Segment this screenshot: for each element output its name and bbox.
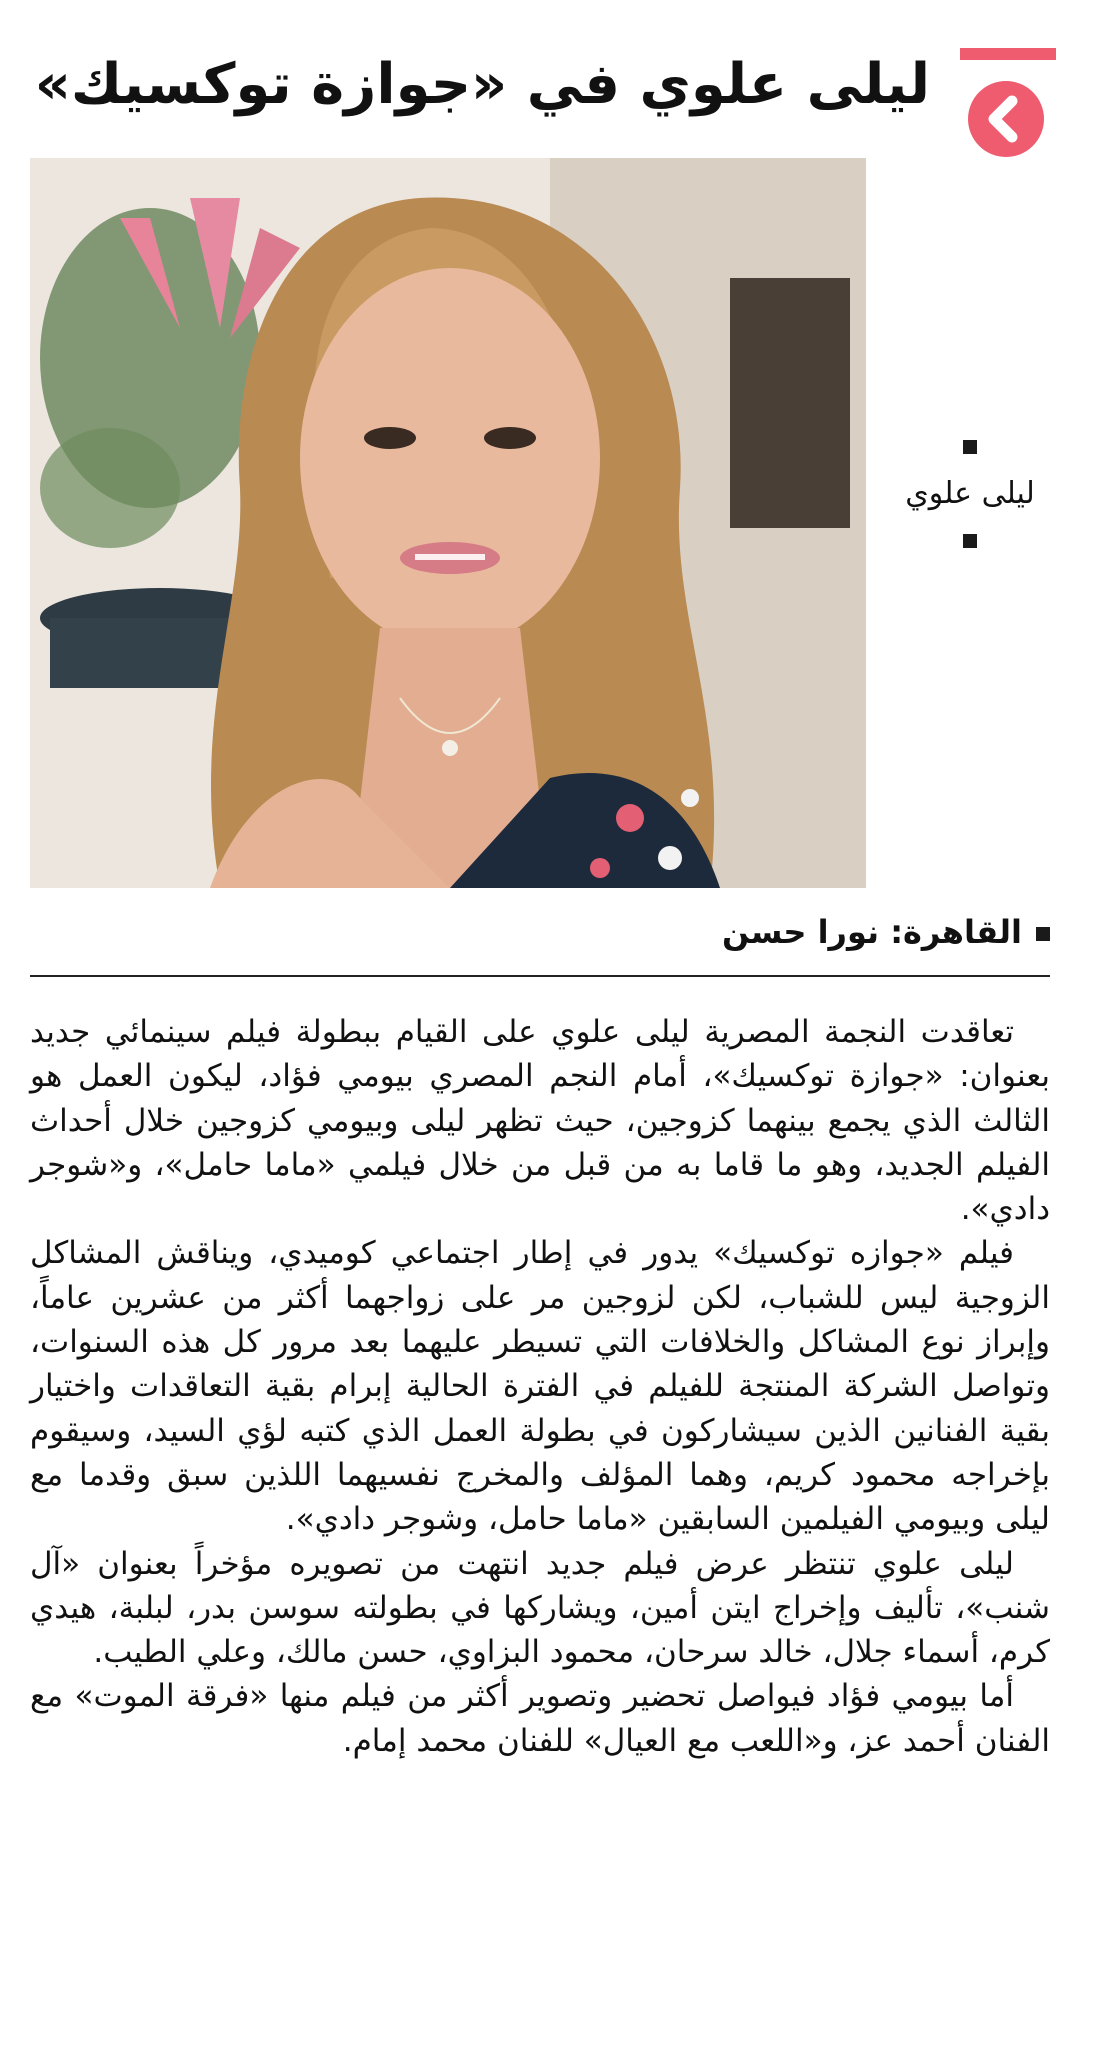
caption-name: ليلى علوي bbox=[905, 476, 1035, 511]
byline-text: القاهرة: نورا حسن bbox=[722, 913, 1022, 951]
article-paragraph: أما بيومي فؤاد فيواصل تحضير وتصوير أكثر من فيلم منها «فرقة الموت» مع الفنان أحمد عز، و«اللعب مع العيال» للفنان محمد إمام. bbox=[30, 1678, 1050, 1759]
article-paragraph: ليلى علوي تنتظر عرض فيلم جديد انتهت من تصويره مؤخراً بعنوان «آل شنب»، تأليف وإخراج ايتن أمين، ويشاركها في بطولته سوسن بدر، لبلبة، هيدي كرم، أسماء جلال، خالد سرحان، محمود البزاوي، حسن مالك، وعلي الطيب. bbox=[30, 1545, 1050, 1671]
section-bar bbox=[960, 48, 1056, 60]
chevron-left-icon bbox=[968, 81, 1044, 157]
section-mark[interactable] bbox=[958, 48, 1058, 158]
headline: ليلى علوي في «جوازة توكسيك» bbox=[34, 52, 930, 117]
caption-square-bottom bbox=[963, 534, 977, 548]
caption-square-top bbox=[963, 440, 977, 454]
divider bbox=[30, 975, 1050, 977]
article-paragraph: تعاقدت النجمة المصرية ليلى علوي على القيام ببطولة فيلم سينمائي جديد بعنوان: «جوازة توكسيك»، أمام النجم المصري بيومي فؤاد، ليكون العمل هو الثالث الذي يجمع بينهما كزوجين، حيث تظهر ليلى وبيومي كزوجين خلال أحداث الفيلم الجديد، وهو ما قاما به من قبل من خلال فيلمي «ماما حامل»، و«شوجر دادي». bbox=[30, 1014, 1050, 1228]
article-body bbox=[30, 1010, 1050, 2010]
photo-caption bbox=[880, 440, 1060, 580]
portrait-photo bbox=[30, 158, 866, 888]
article-paragraph: فيلم «جوازه توكسيك» يدور في إطار اجتماعي كوميدي، ويناقش المشاكل الزوجية ليس للشباب، لكن لزوجين مر على زواجهما أكثر من عشرين عاماً، وإبراز نوع المشاكل والخلافات التي تسيطر عليهما بعد مرور كل هذه السنوات، وتواصل الشركة المنتجة للفيلم في الفترة الحالية إبرام بقية التعاقدات واختيار بقية الفنانين الذين سيشاركون في بطولة العمل الذي كتبه لؤي السيد، وسيقوم بإخراجه محمود كريم، وهما المؤلف والمخرج نفسيهما اللذين سبق وقدما مع ليلى وبيومي الفيلمين السابقين «ماما حامل، وشوجر دادي». bbox=[30, 1235, 1050, 1538]
byline bbox=[30, 912, 1050, 952]
byline-square bbox=[1036, 927, 1050, 941]
